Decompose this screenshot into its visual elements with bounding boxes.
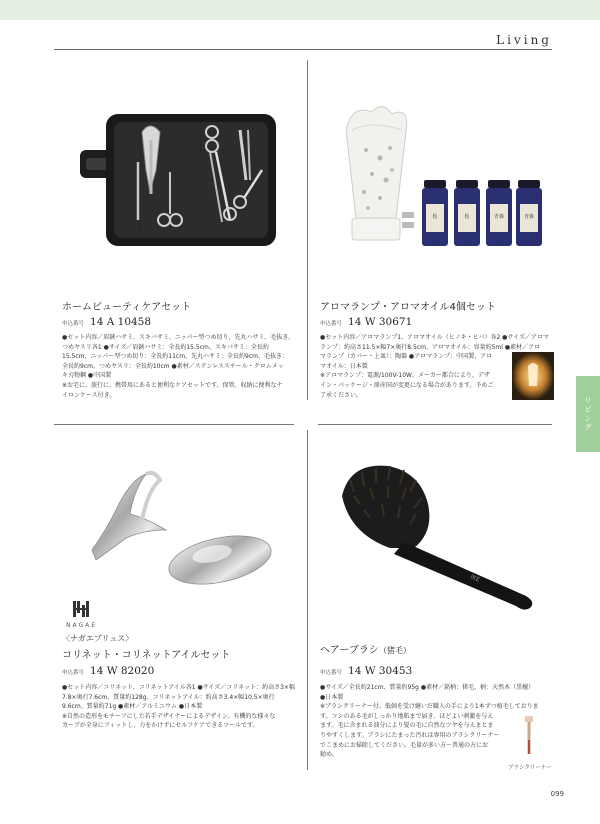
description-line: つめヤスリ各1 ●サイズ／眉鋏ハサミ：全長約15.5cm、スキバサミ：全長約 — [62, 343, 269, 351]
oil-label: 青森 — [493, 214, 505, 220]
description-line: ※ブラシクリーナー付。低価を受け継いだ職人の手により1本ずつ植毛しておりま — [320, 703, 539, 711]
description-line: カーブが全身にフィットし、力をかけずにセルフケアできるツールです。 — [62, 722, 259, 730]
description-line: マオイル：日本製 — [320, 362, 368, 370]
description-line: す。コシのある毛がしっかり地肌まで届き、ほどよい刺激を与え — [320, 712, 494, 720]
product-title: コリネット・コリネットアイルセット — [62, 650, 231, 661]
product-title: ホームビューティケアセット — [62, 302, 192, 313]
column-divider-bottom — [307, 430, 308, 770]
brush-cleaner-inset-photo — [506, 714, 552, 760]
oil-label: 桧 — [464, 214, 470, 220]
description-line: 9.6cm、質量約71g ●素材／アルミニウム ●日本製 — [62, 703, 203, 711]
product-title-text: ヘアーブラシ — [320, 645, 379, 656]
description-line: ランプ：約高さ11.5×幅7×奥行8.5cm、アロマオイル：容量約5ml ●素材／アロ — [320, 343, 541, 351]
section-title: Living — [496, 33, 552, 47]
description-line: ※自然の造形をモチーフにした若手デザイナーによるデザイン。有機的な様々な — [62, 712, 276, 720]
order-code-row — [62, 316, 151, 328]
order-code: 14 W 82020 — [90, 665, 155, 677]
description-line: ●日本製 — [320, 693, 344, 701]
description-line: りやすくします。ブラシにたまった汚れは専用のブラシクリーナー — [320, 731, 500, 739]
description-line: イロンケース付き。 — [62, 391, 116, 399]
column-divider-top — [307, 60, 308, 400]
order-code-label: 申込番号 — [320, 321, 343, 327]
order-code-label: 申込番号 — [62, 321, 85, 327]
lit-lamp-inset-photo — [512, 352, 554, 400]
inset-caption: ブラシクリーナー — [508, 765, 552, 771]
description-line: ●サイズ／全長約21cm、質量約95g ●素材／銘柄：猪毛、柄：天然木（黒檀） — [320, 684, 535, 691]
product-title-note: （猪毛） — [378, 646, 411, 655]
description-line: 勧め。 — [320, 751, 338, 759]
header-rule — [54, 49, 552, 50]
brand-name: NAGAE — [66, 622, 98, 629]
description-line: ※お宅に、旅行に、携帯用にあると便利なケアセットです。保管、収納に便利なナ — [62, 381, 283, 389]
description-line: イン・パッケージ・原産国が変更になる場合があります。予めご — [320, 381, 494, 389]
description-line: キ刃物鋼 ●中国製 — [62, 372, 112, 380]
oil-label: 青森 — [523, 214, 535, 220]
description-line: 了承ください。 — [320, 391, 363, 399]
description-line: ●セット内容／眉鋏ハサミ、スキバサミ、ニッパー型つめ切り、先丸ハサミ、毛抜き、 — [62, 334, 295, 341]
description-line: ※アロマランプ：電源/100V-10W。メーカー都合により、デザ — [320, 372, 490, 380]
description-line: でこまめにお掃除してください。毛量が多い方～普通の方にお — [320, 741, 489, 749]
order-code-label: 申込番号 — [62, 670, 85, 676]
order-code: 14 A 10458 — [90, 316, 152, 328]
description-line: 7.8×奥行7.6cm、質量約128g、コリネットアイル：約高さ3.4×幅10.5×奥行 — [62, 693, 275, 701]
description-line: マランプ（カバー・上皿）：陶器 ●アロマランプ：中国製、アロ — [320, 353, 493, 361]
product-description — [62, 683, 302, 731]
top-color-bar — [0, 0, 600, 20]
description-line: 15.5cm、ニッパー型つめ切り：全長約11cm、先丸ハサミ：全長約9cm、毛抜き： — [62, 353, 289, 361]
nagae-logo-icon — [72, 600, 90, 622]
description-line: ●セット内容／コリネット、コリネットアイル各1 ●サイズ／コリネット：約高さ3×幅 — [62, 684, 295, 691]
oil-label: 桧 — [432, 214, 438, 220]
row-divider-right — [318, 424, 552, 425]
description-line: 全長約9cm、つめヤスリ：全長約10cm ●素材／ステンレススチール・クロムメッ — [62, 362, 284, 370]
description-line: ます。毛に含まれる油分により髪の毛に自然なツヤを与えまとま — [320, 722, 494, 730]
beauty-care-set-image — [80, 110, 280, 250]
order-code: 14 W 30453 — [348, 665, 413, 677]
colinette-set-image — [86, 460, 276, 590]
order-code-label: 申込番号 — [320, 670, 343, 676]
aroma-lamp-set-image — [332, 100, 542, 260]
product-title: アロマランプ・アロマオイル4個セット — [320, 302, 496, 313]
order-code-row — [320, 665, 412, 677]
product-brand-subtitle: 〈ナガエプリュス〉 — [62, 634, 134, 643]
description-line: ●セット内容／アロマランプ1、アロマオイル（ヒノキ・ヒバ）各2 ●サイズ／アロマ — [320, 334, 549, 341]
page-number: 099 — [550, 790, 564, 798]
order-code-row — [62, 665, 154, 677]
brush-logo-text: IKE — [469, 573, 481, 584]
row-divider-left — [54, 424, 294, 425]
side-tab-living[interactable]: リビング — [576, 376, 600, 452]
product-title — [320, 641, 411, 656]
product-description — [62, 333, 302, 400]
hair-brush-image — [330, 456, 550, 616]
order-code-row — [320, 316, 412, 328]
order-code: 14 W 30671 — [348, 316, 413, 328]
